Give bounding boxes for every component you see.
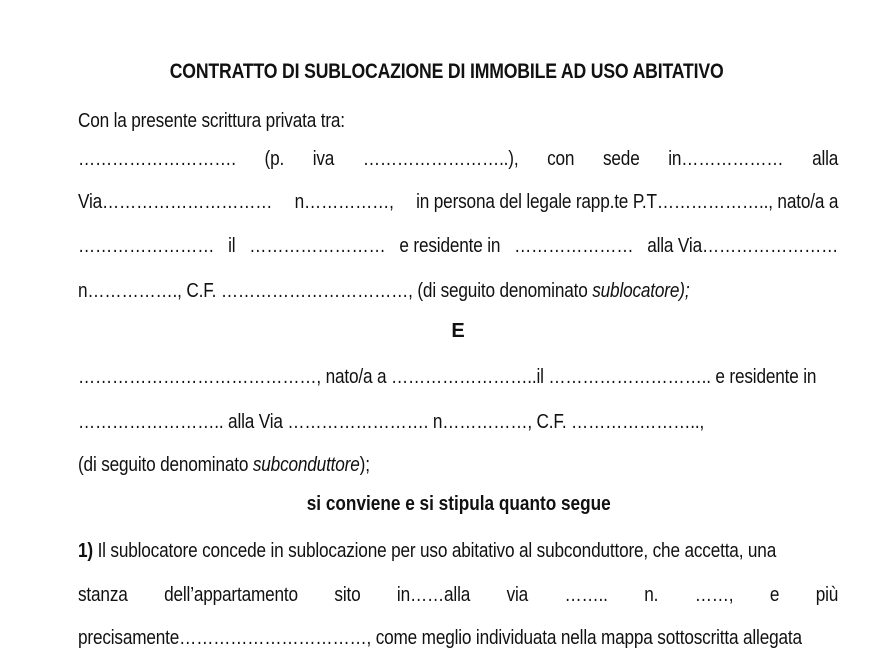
sublocatore-role: sublocatore);: [592, 280, 690, 302]
conjunction-e: E: [451, 320, 465, 342]
intro-line: Con la presente scrittura privata tra:: [78, 110, 345, 132]
party1-line2: Via………………………… n……………, in persona del legale rapp.te P.T……………….., nato/a a: [78, 191, 839, 213]
clause1-number: 1): [78, 540, 93, 562]
clause1-line2: stanza dell’appartamento sito in……alla via …….. n. ……, e più: [78, 584, 839, 606]
party1-line4: n……………., C.F. ……………………………, (di seguito denominato sublocatore);: [78, 280, 690, 302]
party2-line2: …………………….. alla Via ……………………. n……………, C.F. …………………..,: [78, 411, 705, 433]
party2-line1: ……………………………………, nato/a a ……………………..il ……………………….. e residente in: [78, 366, 817, 388]
party1-line3: …………………… il …………………… e residente in ………………… alla Via……………………: [78, 235, 839, 257]
clause1-line3: precisamente……………………………, come meglio individuata nella mappa sottoscritta allegata: [78, 627, 802, 649]
party2-line3: (di seguito denominato subconduttore);: [78, 454, 370, 476]
party1-line1: ………………………. (p. iva ……………………..), con sede in……………… alla: [78, 148, 839, 170]
section-heading: si conviene e si stipula quanto segue: [307, 493, 611, 515]
subconduttore-role: subconduttore: [252, 454, 360, 476]
clause1-line1: 1) Il sublocatore concede in sublocazione per uso abitativo al subconduttore, che accetta, una: [78, 540, 777, 562]
contract-title: CONTRATTO DI SUBLOCAZIONE DI IMMOBILE AD USO ABITATIVO: [169, 60, 724, 83]
